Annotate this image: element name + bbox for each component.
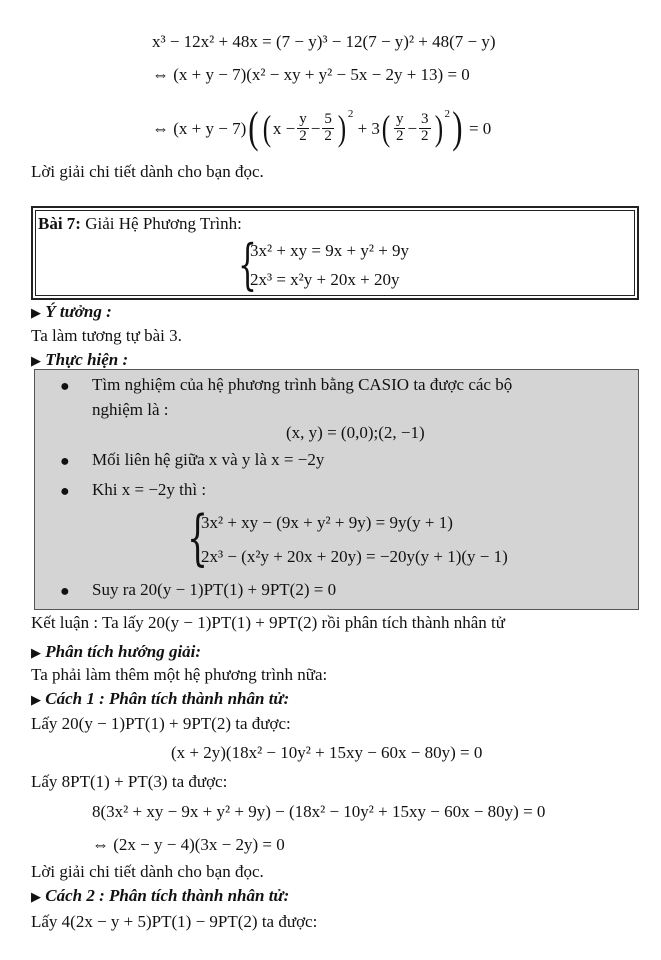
step-2: Mối liên hệ giữa x và y là x = −2y: [92, 450, 325, 469]
bullet-icon: ●: [60, 378, 70, 395]
method-2-line-1: Lấy 4(2x − y + 5)PT(1) − 9PT(2) ta được:: [31, 912, 318, 931]
step-3: Khi x = −2y thì :: [92, 480, 207, 499]
idea-text: Ta làm tương tự bài 3.: [31, 326, 182, 345]
method-2-heading: [31, 887, 289, 904]
implementation-heading: [31, 351, 128, 368]
triangle-right-icon: ▶: [31, 692, 41, 707]
left-brace-icon: {: [187, 503, 209, 573]
step-4: Suy ra 20(y − 1)PT(1) + 9PT(2) = 0: [92, 580, 337, 599]
problem-7-equation-1: 3x² + xy = 9x + y² + 9y: [250, 241, 410, 260]
method-1-conclusion: Lời giải chi tiết dành cho bạn đọc.: [31, 862, 264, 881]
idea-heading-text: Ý tưởng :: [45, 302, 112, 321]
problem-7-title: Giải Hệ Phương Trình:: [80, 214, 242, 233]
triangle-right-icon: ▶: [31, 353, 41, 368]
method-1-line-1: Lấy 20(y − 1)PT(1) + 9PT(2) ta được:: [31, 714, 291, 733]
method-1-heading: [31, 690, 289, 707]
equation-line-2: ⇔ (x + y − 7)(x² − xy + y² − 5x − 2y + 13) = 0: [152, 65, 470, 84]
bullet-icon: ●: [60, 583, 70, 600]
equation-line-1: x³ − 12x² + 48x = (7 − y)³ − 12(7 − y)² + 48(7 − y): [152, 32, 496, 51]
step-1-line-2: nghiệm là :: [92, 400, 169, 419]
triangle-right-icon: ▶: [31, 889, 41, 904]
triangle-right-icon: ▶: [31, 305, 41, 320]
substituted-equation-2: 2x³ − (x²y + 20x + 20y) = −20y(y + 1)(y − 1): [201, 547, 508, 566]
method-1-equation-1: (x + 2y)(18x² − 10y² + 15xy − 60x − 80y) = 0: [171, 743, 483, 762]
equation-line-3: ⇔ (x + y − 7) ( ( x − $\frac{y}{2}$ − $\frac{5}{2}$ ) $^2$ + 3 ( $\frac{y}{2}$ − $\frac{3}{2}$ ) $^2$ ) = 0: [152, 103, 492, 152]
implementation-heading-text: Thực hiện :: [45, 350, 129, 369]
top-conclusion: Lời giải chi tiết dành cho bạn đọc.: [31, 162, 264, 181]
method-1-heading-text: Cách 1 : Phân tích thành nhân tử:: [45, 689, 290, 708]
idea-heading: [31, 303, 112, 320]
bullet-icon: ●: [60, 453, 70, 470]
solutions: (x, y) = (0,0);(2, −1): [286, 423, 425, 442]
method-1-equation-3: ⇔ (2x − y − 4)(3x − 2y) = 0: [92, 835, 285, 854]
left-brace-icon: {: [238, 233, 257, 296]
triangle-right-icon: ▶: [31, 645, 41, 660]
equation-line-3-prefix: ⇔ (x + y − 7): [152, 118, 247, 138]
step-1-line-1: Tìm nghiệm của hệ phương trình bằng CASIO ta được các bộ: [92, 375, 513, 394]
problem-7-heading: [38, 215, 242, 232]
substituted-equation-1: 3x² + xy − (9x + y² + 9y) = 9y(y + 1): [201, 513, 453, 532]
problem-7-equation-2: 2x³ = x²y + 20x + 20y: [250, 270, 400, 289]
analysis-heading-text: Phân tích hướng giải:: [45, 642, 202, 661]
method-2-heading-text: Cách 2 : Phân tích thành nhân tử:: [45, 886, 290, 905]
conclusion-line: Kết luận : Ta lấy 20(y − 1)PT(1) + 9PT(2) rồi phân tích thành nhân tử: [31, 613, 505, 632]
analysis-text: Ta phải làm thêm một hệ phương trình nữa:: [31, 665, 328, 684]
problem-7-label: Bài 7:: [38, 214, 81, 233]
analysis-heading: [31, 643, 201, 660]
method-1-line-2: Lấy 8PT(1) + PT(3) ta được:: [31, 772, 228, 791]
method-1-equation-2: 8(3x² + xy − 9x + y² + 9y) − (18x² − 10y² + 15xy − 60x − 80y) = 0: [92, 802, 546, 821]
bullet-icon: ●: [60, 483, 70, 500]
